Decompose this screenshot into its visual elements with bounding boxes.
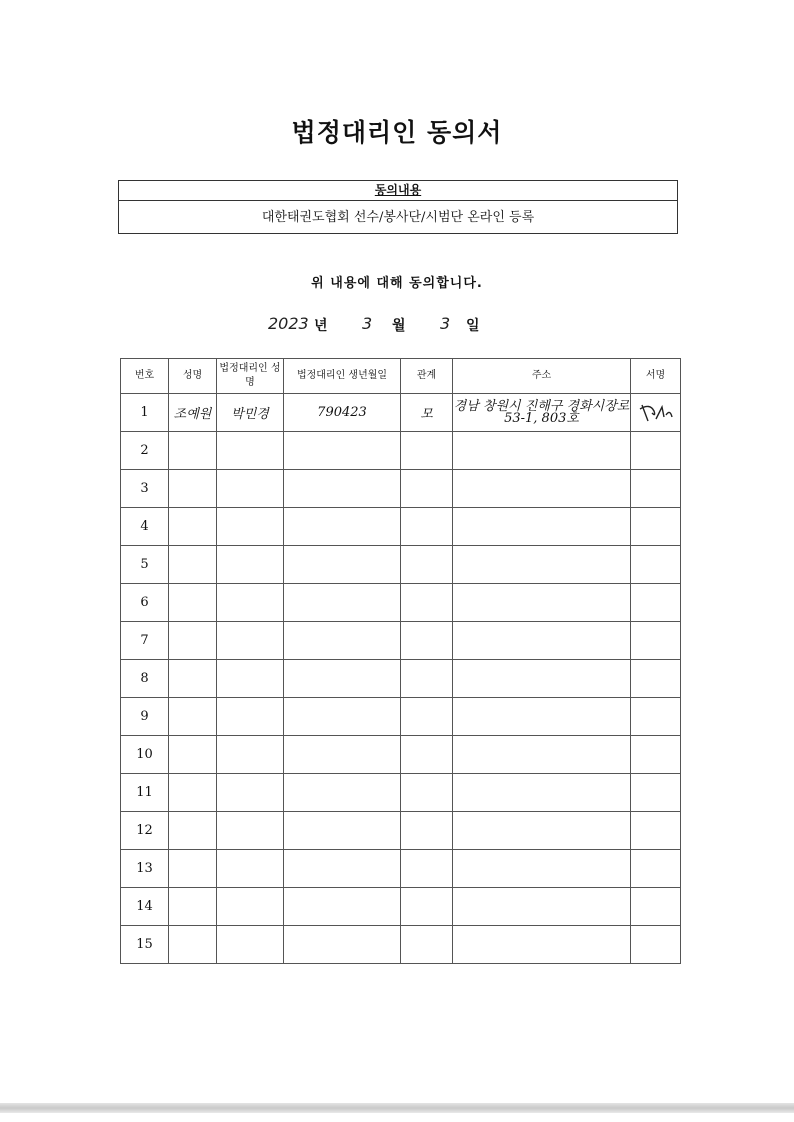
row-guardian-name — [217, 698, 284, 736]
row-signature — [631, 926, 681, 964]
row-address — [453, 432, 631, 470]
table-row — [121, 698, 681, 736]
row-address — [453, 508, 631, 546]
row-relation — [401, 736, 453, 774]
row-signature — [631, 546, 681, 584]
row-relation — [401, 584, 453, 622]
row-relation — [401, 660, 453, 698]
row-name — [169, 470, 217, 508]
table-header-row — [121, 359, 681, 394]
row-number: 14 — [121, 888, 169, 926]
row-guardian-name: 박민경 — [217, 394, 284, 432]
row-relation — [401, 926, 453, 964]
row-signature — [631, 584, 681, 622]
row-address — [453, 888, 631, 926]
row-guardian-dob — [284, 660, 401, 698]
date-day: 3 — [440, 314, 451, 333]
row-name — [169, 774, 217, 812]
date-month: 3 — [362, 314, 373, 333]
consent-box — [118, 180, 678, 234]
table-row — [121, 584, 681, 622]
row-guardian-name — [217, 584, 284, 622]
row-relation — [401, 508, 453, 546]
table-row — [121, 926, 681, 964]
table-row — [121, 622, 681, 660]
row-number: 7 — [121, 622, 169, 660]
row-guardian-name — [217, 926, 284, 964]
row-address — [453, 850, 631, 888]
row-number: 2 — [121, 432, 169, 470]
row-signature — [631, 812, 681, 850]
row-name: 조예원 — [169, 394, 217, 432]
row-guardian-dob — [284, 698, 401, 736]
row-signature — [631, 508, 681, 546]
row-guardian-dob — [284, 508, 401, 546]
row-address: 경남 창원시 진해구 경화시장로 53-1, 803호 — [453, 394, 631, 432]
row-guardian-dob: 790423 — [284, 394, 401, 432]
row-number: 15 — [121, 926, 169, 964]
row-address — [453, 470, 631, 508]
row-signature — [631, 622, 681, 660]
row-address — [453, 774, 631, 812]
row-address — [453, 546, 631, 584]
table-row — [121, 736, 681, 774]
row-guardian-dob — [284, 432, 401, 470]
row-address — [453, 584, 631, 622]
table-row — [121, 774, 681, 812]
row-number: 8 — [121, 660, 169, 698]
header-signature: 서명 — [631, 359, 681, 394]
row-guardian-name — [217, 508, 284, 546]
row-guardian-dob — [284, 622, 401, 660]
row-guardian-name — [217, 546, 284, 584]
signature-date — [268, 312, 528, 336]
row-name — [169, 926, 217, 964]
table-row — [121, 432, 681, 470]
row-name — [169, 660, 217, 698]
document-title: 법정대리인 동의서 — [291, 118, 503, 147]
row-guardian-dob — [284, 774, 401, 812]
row-guardian-name — [217, 622, 284, 660]
row-guardian-dob — [284, 584, 401, 622]
row-signature — [631, 394, 681, 432]
row-relation — [401, 850, 453, 888]
row-address — [453, 812, 631, 850]
row-guardian-dob — [284, 470, 401, 508]
row-relation — [401, 622, 453, 660]
row-number: 4 — [121, 508, 169, 546]
row-guardian-dob — [284, 850, 401, 888]
row-name — [169, 736, 217, 774]
header-number: 번호 — [121, 359, 169, 394]
table-row — [121, 470, 681, 508]
row-number: 12 — [121, 812, 169, 850]
table-row — [121, 546, 681, 584]
table-row — [121, 812, 681, 850]
row-name — [169, 584, 217, 622]
row-number: 3 — [121, 470, 169, 508]
row-guardian-name — [217, 850, 284, 888]
consent-header-label: 동의내용 — [374, 183, 422, 197]
row-signature — [631, 774, 681, 812]
row-relation — [401, 470, 453, 508]
row-address — [453, 926, 631, 964]
row-name — [169, 508, 217, 546]
date-year-label: 년 — [314, 318, 328, 334]
agreement-statement: 위 내용에 대해 동의합니다. — [311, 276, 483, 291]
header-name: 성명 — [169, 359, 217, 394]
row-signature — [631, 660, 681, 698]
row-signature — [631, 888, 681, 926]
row-relation — [401, 774, 453, 812]
row-guardian-dob — [284, 926, 401, 964]
row-address — [453, 660, 631, 698]
row-name — [169, 850, 217, 888]
table-row — [121, 660, 681, 698]
row-relation: 모 — [401, 394, 453, 432]
scan-edge-shadow — [0, 1103, 794, 1113]
row-relation — [401, 888, 453, 926]
row-number: 1 — [121, 394, 169, 432]
table-row — [121, 888, 681, 926]
row-number: 11 — [121, 774, 169, 812]
row-name — [169, 546, 217, 584]
row-guardian-dob — [284, 888, 401, 926]
row-guardian-dob — [284, 736, 401, 774]
handwritten-signature — [636, 399, 676, 427]
row-address — [453, 698, 631, 736]
row-guardian-name — [217, 470, 284, 508]
date-year: 2023 — [268, 314, 309, 333]
row-relation — [401, 546, 453, 584]
row-relation — [401, 698, 453, 736]
row-name — [169, 432, 217, 470]
date-month-label: 월 — [392, 318, 406, 334]
row-signature — [631, 470, 681, 508]
row-number: 6 — [121, 584, 169, 622]
row-name — [169, 622, 217, 660]
row-name — [169, 812, 217, 850]
header-relation: 관계 — [401, 359, 453, 394]
date-day-label: 일 — [466, 318, 480, 334]
row-guardian-name — [217, 432, 284, 470]
row-signature — [631, 736, 681, 774]
table-row — [121, 850, 681, 888]
header-guardian-dob: 법정대리인 생년월일 — [284, 359, 401, 394]
row-guardian-name — [217, 812, 284, 850]
row-name — [169, 888, 217, 926]
row-guardian-name — [217, 736, 284, 774]
header-address: 주소 — [453, 359, 631, 394]
row-guardian-name — [217, 888, 284, 926]
row-relation — [401, 432, 453, 470]
row-signature — [631, 432, 681, 470]
row-guardian-dob — [284, 812, 401, 850]
row-name — [169, 698, 217, 736]
row-guardian-dob — [284, 546, 401, 584]
header-guardian-name: 법정대리인 성명 — [217, 359, 284, 394]
row-guardian-name — [217, 774, 284, 812]
row-number: 9 — [121, 698, 169, 736]
row-address — [453, 622, 631, 660]
row-number: 5 — [121, 546, 169, 584]
consent-content: 대한태권도협회 선수/봉사단/시범단 온라인 등록 — [261, 210, 535, 225]
row-number: 13 — [121, 850, 169, 888]
row-relation — [401, 812, 453, 850]
row-guardian-name — [217, 660, 284, 698]
row-signature — [631, 698, 681, 736]
consent-header — [119, 181, 677, 201]
guardian-table — [120, 358, 681, 964]
row-address — [453, 736, 631, 774]
row-signature — [631, 850, 681, 888]
table-row — [121, 394, 681, 432]
table-row — [121, 508, 681, 546]
row-number: 10 — [121, 736, 169, 774]
